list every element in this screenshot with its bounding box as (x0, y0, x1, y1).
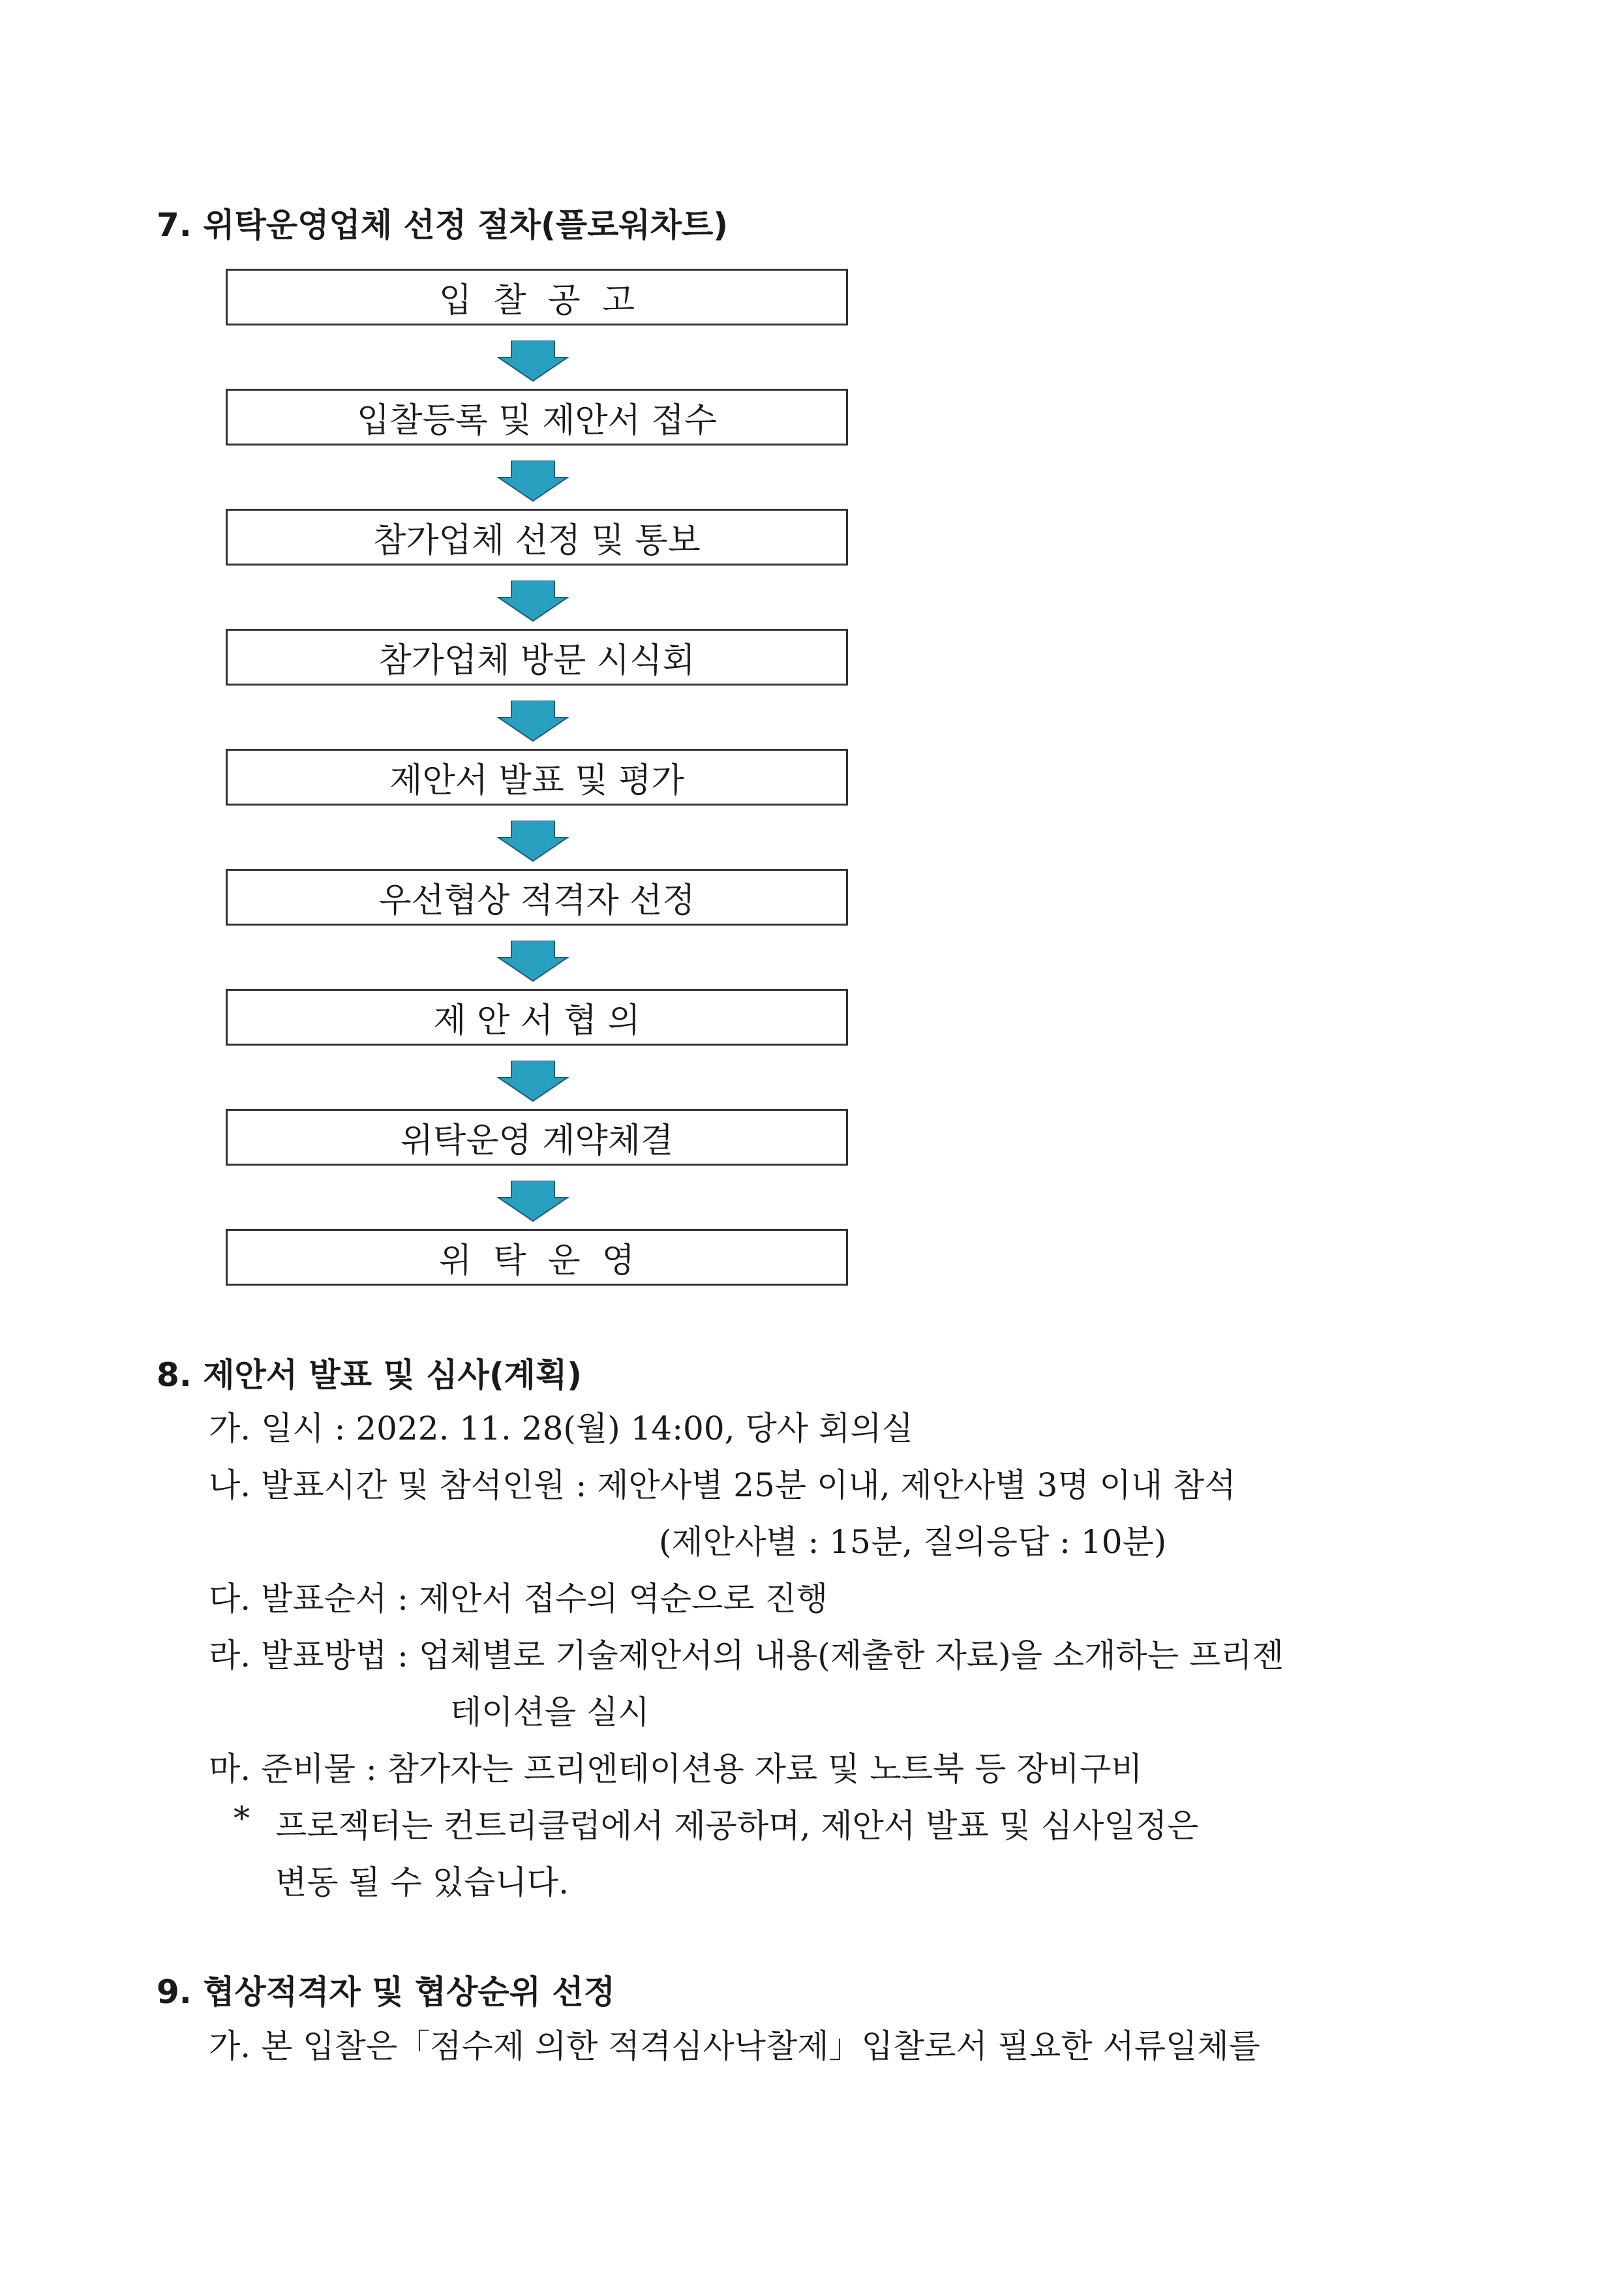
section-8-heading: 8. 제안서 발표 및 심사(계획) (157, 1356, 583, 1394)
presentation-date: 가. 일시 : 2022. 11. 28(월) 14:00, 당사 회의실 (209, 1410, 913, 1447)
section-9-heading: 9. 협상적격자 및 협상순위 선정 (157, 1973, 616, 2011)
down-arrow-icon (497, 701, 569, 742)
flow-step-selection-notice: 참가업체 선정 및 통보 (226, 509, 848, 566)
flow-step-operation: 위 탁 운 영 (226, 1229, 848, 1286)
note-schedule-change: 변동 될 수 있습니다. (275, 1864, 569, 1901)
section-7-heading: 7. 위탁운영업체 선정 절차(플로워차트) (157, 206, 729, 244)
down-arrow-icon (497, 340, 569, 382)
down-arrow-icon (497, 1181, 569, 1222)
flow-step-contract: 위탁운영 계약체결 (226, 1109, 848, 1166)
presentation-time-detail: (제안사별 : 15분, 질의응답 : 10분) (659, 1523, 1167, 1561)
flow-step-proposal-consultation: 제 안 서 협 의 (226, 989, 848, 1046)
flow-step-presentation: 제안서 발표 및 평가 (226, 749, 848, 806)
flow-step-bid-notice: 입 찰 공 고 (226, 269, 848, 325)
presentation-method-cont: 테이션을 실시 (450, 1693, 650, 1731)
presentation-materials: 마. 준비물 : 참가자는 프리엔테이션용 자료 및 노트북 등 장비구비 (209, 1750, 1143, 1788)
presentation-order: 다. 발표순서 : 제안서 접수의 역순으로 진행 (209, 1580, 828, 1618)
down-arrow-icon (497, 461, 569, 502)
down-arrow-icon (497, 1061, 569, 1102)
bid-method-item: 가. 본 입찰은「점수제 의한 적격심사낙찰제」입찰로서 필요한 서류일체를 (209, 2027, 1260, 2065)
presentation-method: 라. 발표방법 : 업체별로 기술제안서의 내용(제출한 자료)을 소개하는 프리젠 (209, 1637, 1284, 1674)
down-arrow-icon (497, 581, 569, 622)
note-asterisk: * (234, 1800, 250, 1837)
flow-step-tasting: 참가업체 방문 시식회 (226, 629, 848, 686)
flow-step-priority-negotiator: 우선협상 적격자 선정 (226, 869, 848, 926)
down-arrow-icon (497, 941, 569, 982)
flow-step-registration: 입찰등록 및 제안서 접수 (226, 389, 848, 446)
presentation-time-people: 나. 발표시간 및 참석인원 : 제안사별 25분 이내, 제안사별 3명 이내 참석 (209, 1466, 1236, 1504)
down-arrow-icon (497, 821, 569, 862)
note-projector: 프로젝터는 컨트리클럽에서 제공하며, 제안서 발표 및 심사일정은 (275, 1807, 1199, 1845)
